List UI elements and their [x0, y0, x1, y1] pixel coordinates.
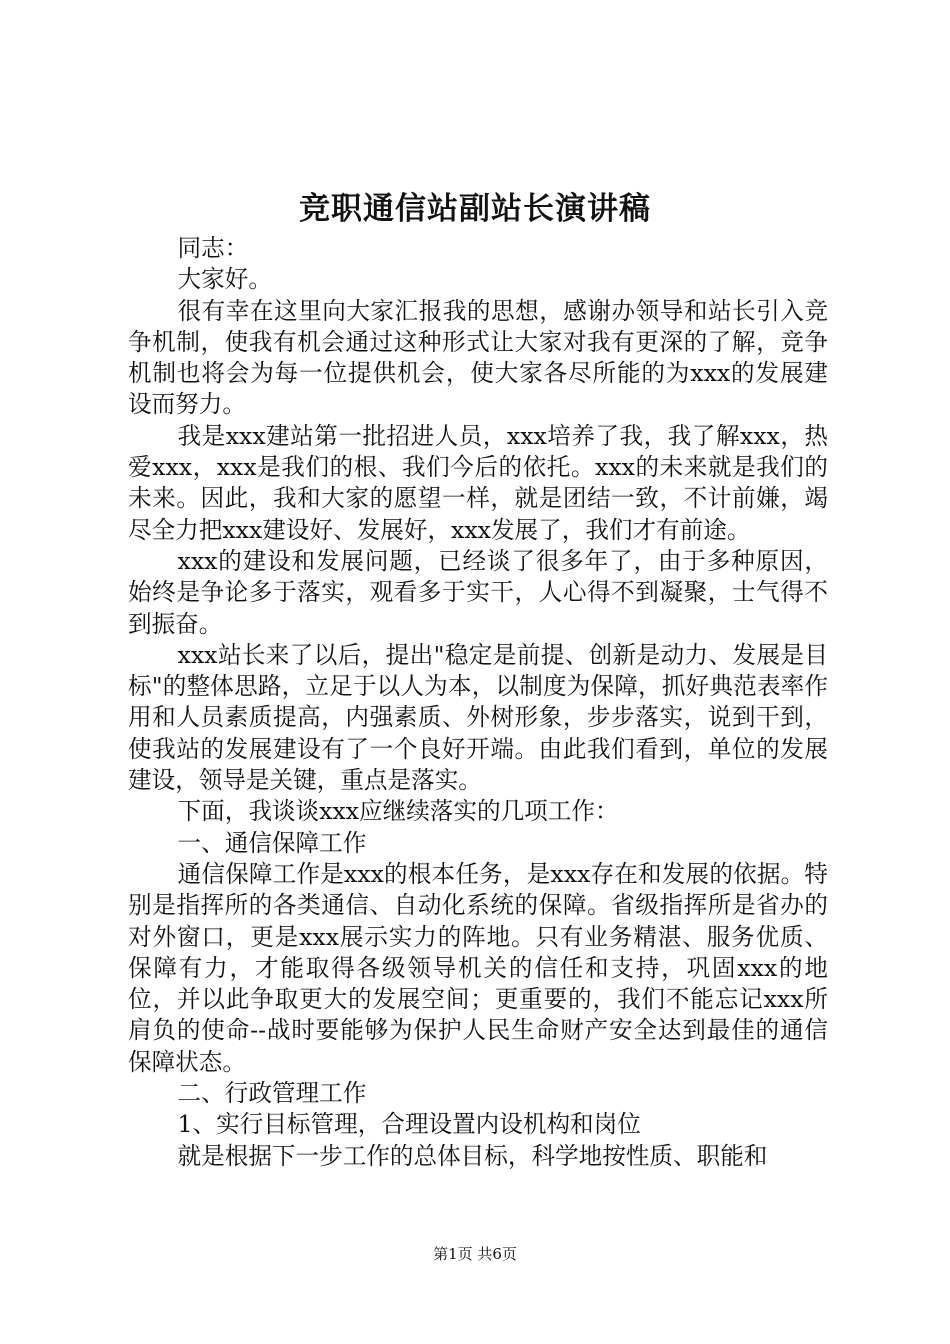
paragraph: xxx站长来了以后，提出"稳定是前提、创新是动力、发展是目标"的整体思路，立足于以人为本，以制度为保障，抓好典范表率作用和人员素质提高，内强素质、外树形象，步步落实，说到干到，使我站的发展建设有了一个良好开端。由此我们看到，单位的发展建设，领导是关键，重点是落实。: [128, 640, 828, 795]
section-heading: 一、通信保障工作: [177, 828, 367, 857]
document-title: 竞职通信站副站长演讲稿: [299, 191, 651, 227]
paragraph: 很有幸在这里向大家汇报我的思想，感谢办领导和站长引入竞争机制，使我有机会通过这种形式让大家对我有更深的了解，竞争机制也将会为每一位提供机会，使大家各尽所能的为xxx的发展建设而努力。: [128, 296, 828, 419]
page-footer: 第1页 共6页: [433, 1245, 517, 1263]
greeting: 大家好。: [177, 265, 272, 294]
subsection-heading: 1、实行目标管理，合理设置内设机构和岗位: [177, 1110, 641, 1139]
paragraph: 下面，我谈谈xxx应继续落实的几项工作：: [177, 797, 619, 826]
paragraph: 就是根据下一步工作的总体目标，科学地按性质、职能和: [177, 1141, 768, 1170]
document-body: [128, 233, 828, 1172]
salutation: 同志：: [177, 234, 249, 262]
paragraph: xxx的建设和发展问题，已经谈了很多年了，由于多种原因，始终是争论多于落实，观看多于实干，人心得不到凝聚，士气得不到振奋。: [128, 546, 828, 638]
paragraph: 通信保障工作是xxx的根本任务，是xxx存在和发展的依据。特别是指挥所的各类通信、自动化系统的保障。省级指挥所是省办的对外窗口，更是xxx展示实力的阵地。只有业务精湛、服务优质、保障有力，才能取得各级领导机关的信任和支持，巩固xxx的地位，并以此争取更大的发展空间；更重要的，我们不能忘记xxx所肩负的使命--战时要能够为保护人民生命财产安全达到最佳的通信保障状态。: [128, 859, 828, 1076]
section-heading: 二、行政管理工作: [177, 1079, 367, 1108]
paragraph: 我是xxx建站第一批招进人员，xxx培养了我，我了解xxx，热爱xxx，xxx是我们的根、我们今后的依托。xxx的未来就是我们的未来。因此，我和大家的愿望一样，就是团结一致，不计前嫌，竭尽全力把xxx建设好、发展好，xxx发展了，我们才有前途。: [128, 421, 828, 544]
